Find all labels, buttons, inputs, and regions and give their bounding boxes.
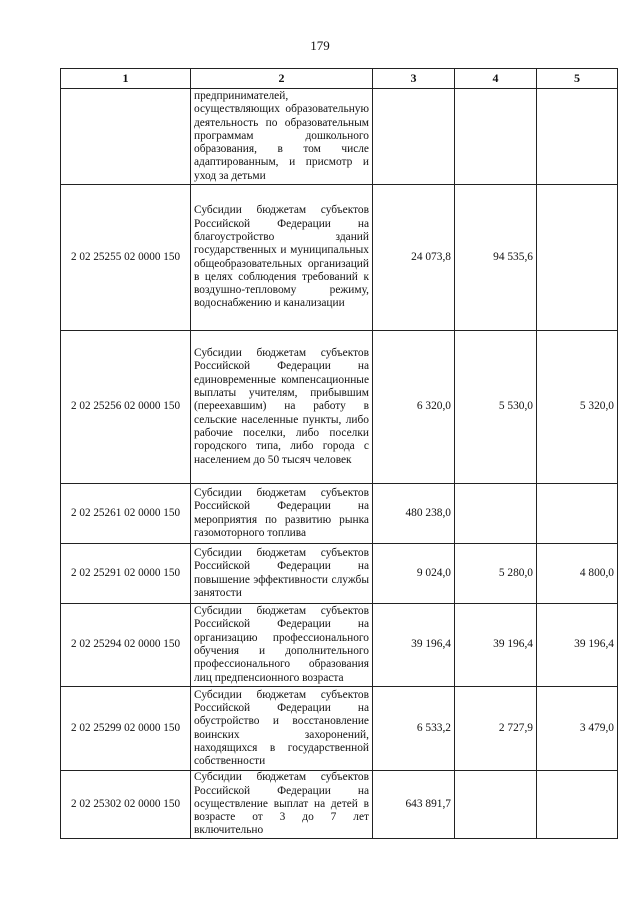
value-col4: 2 727,9 [455,687,537,771]
page-number: 179 [310,38,330,53]
value-col3: 6 320,0 [373,331,455,484]
item-description: Субсидии бюджетам субъектов Российской Федерации на повышение эффективности службы занятости [191,544,373,604]
table-row [61,771,618,839]
table-row [61,185,618,331]
value-col3 [373,89,455,185]
value-col5: 5 320,0 [537,331,618,484]
budget-code [61,89,191,185]
column-header: 3 [373,69,455,89]
budget-table [60,68,618,839]
value-col5 [537,89,618,185]
column-header: 1 [61,69,191,89]
item-description: предпринимателей, осуществляющих образовательную деятельность по образовательным программам дошкольного образования, в том числе адаптированным, и присмотр и уход за детьми [191,89,373,185]
table-row [61,331,618,484]
budget-code: 2 02 25256 02 0000 150 [61,331,191,484]
column-header: 4 [455,69,537,89]
value-col3: 643 891,7 [373,771,455,839]
item-description: Субсидии бюджетам субъектов Российской Федерации на организацию профессионального обучения и дополнительного профессионального образования лиц предпенсионного возраста [191,604,373,687]
value-col4: 39 196,4 [455,604,537,687]
item-description: Субсидии бюджетам субъектов Российской Федерации на осуществление выплат на детей в возрасте от 3 до 7 лет включительно [191,771,373,839]
table-row [61,604,618,687]
value-col4 [455,89,537,185]
value-col3: 24 073,8 [373,185,455,331]
table-header-row [61,69,618,89]
table-row [61,89,618,185]
value-col3: 39 196,4 [373,604,455,687]
value-col5: 4 800,0 [537,544,618,604]
table-row [61,544,618,604]
value-col5 [537,185,618,331]
value-col4: 5 530,0 [455,331,537,484]
item-description: Субсидии бюджетам субъектов Российской Федерации на обустройство и восстановление воинских захоронений, находящихся в государственной собственности [191,687,373,771]
value-col4: 5 280,0 [455,544,537,604]
value-col5 [537,484,618,544]
value-col3: 6 533,2 [373,687,455,771]
value-col5 [537,771,618,839]
value-col5: 3 479,0 [537,687,618,771]
value-col3: 9 024,0 [373,544,455,604]
budget-code: 2 02 25291 02 0000 150 [61,544,191,604]
budget-code: 2 02 25294 02 0000 150 [61,604,191,687]
value-col4: 94 535,6 [455,185,537,331]
budget-code: 2 02 25261 02 0000 150 [61,484,191,544]
item-description: Субсидии бюджетам субъектов Российской Федерации на мероприятия по развитию рынка газомоторного топлива [191,484,373,544]
value-col5: 39 196,4 [537,604,618,687]
budget-code: 2 02 25255 02 0000 150 [61,185,191,331]
value-col3: 480 238,0 [373,484,455,544]
value-col4 [455,484,537,544]
column-header: 5 [537,69,618,89]
table-row [61,687,618,771]
item-description: Субсидии бюджетам субъектов Российской Федерации на единовременные компенсационные выплаты учителям, прибывшим (переехавшим) на работу в сельские населенные пункты, либо рабочие поселки, либо поселки городского типа, либо города с населением до 50 тысяч человек [191,331,373,484]
table-row [61,484,618,544]
item-description: Субсидии бюджетам субъектов Российской Федерации на благоустройство зданий государственных и муниципальных общеобразовательных организаций в целях соблюдения требований к воздушно-тепловому режиму, водоснабжению и канализации [191,185,373,331]
budget-code: 2 02 25302 02 0000 150 [61,771,191,839]
value-col4 [455,771,537,839]
column-header: 2 [191,69,373,89]
budget-code: 2 02 25299 02 0000 150 [61,687,191,771]
